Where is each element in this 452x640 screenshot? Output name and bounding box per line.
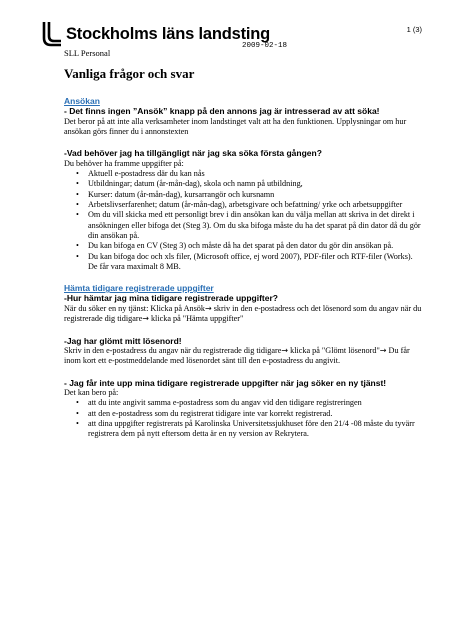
logo [40,20,270,48]
answer-text: Skriv in den e-postadress du angav när du registrerade dig tidigare [64,346,282,356]
question-what-needed: -Vad behöver jag ha tillgängligt när jag ska söka första gången? [64,148,322,159]
required-info-list [64,169,424,272]
page-title: Vanliga frågor och svar [64,66,195,81]
arrow-right-icon: → [142,314,149,324]
sll-logo-icon [40,21,62,47]
list-item: • att dina uppgifter registrerats på Karolinska Universitetssjukhuset före den 21/4 -08 måste du tyvärr registrera dem på nytt eftersom detta är en ny version av Rekrytera. [88,419,424,440]
list-item: • Utbildningar; datum (år-mån-dag), skola och namn på utbildning, [88,179,424,189]
list-item: • Du kan bifoga doc och xls filer, (Microsoft office, ej word 2007), PDF-filer och RTF-filer (Works). De får vara maximalt 8 MB. [88,252,424,273]
list-item: • Arbetslivserfarenhet; datum (år-mån-dag), arbetsgivare och befattning/ yrke och arbetsuppgifter [88,200,424,210]
list-item: • att du inte angivit samma e-postadress som du angav vid den tidigare registreringen [88,398,424,408]
answer-what-needed-intro: Du behöver ha framme uppgifter på: [64,158,184,168]
answer-text: När du söker en ny tjänst: Klicka på Ansök [64,303,205,313]
list-item: • att den e-postadress som du registrerat tidigare inte var korrekt registrerad. [88,409,424,419]
list-item: • Aktuell e-postadress där du kan nås [88,169,424,179]
document-date: 2009-02-18 [242,42,288,50]
arrow-right-icon: → [281,346,289,356]
answer-text: klicka på "Hämta uppgifter" [148,314,244,324]
question-data-missing: - Jag får inte upp mina tidigare registrerade uppgifter när jag söker en ny tjänst! [64,377,387,388]
arrow-right-icon: → [204,303,212,313]
question-retrieve-data: -Hur hämtar jag mina tidigare registrerade uppgifter? [64,293,278,304]
answer-forgot-password [64,346,424,367]
arrow-right-icon: → [379,346,387,356]
answer-text: Du får inom kort ett e-postmeddelande med lösenordet sänt till den e-postadress du angivit. [64,346,410,366]
question-forgot-password: -Jag har glömt mitt lösenord! [64,335,182,346]
section-heading-ansokan: Ansökan [64,96,100,106]
logo-text: Stockholms läns landsting [66,25,271,43]
answer-no-apply-button: Det beror på att inte alla verksamheter inom landstinget valt att ha den funktionen. Upplysningar om hur ansökan görs finner du i annonstexten [64,116,407,137]
reasons-list [64,398,424,439]
list-item: • Du kan bifoga en CV (Steg 3) och måste då ha det sparat på den dator du gör din ansökan på. [88,241,424,251]
question-no-apply-button: - Det finns ingen ”Ansök” knapp på den annons jag är intresserad av att söka! [64,106,380,117]
document-body [64,66,424,440]
section-heading-hamta: Hämta tidigare registrerade uppgifter [64,283,214,294]
answer-text: klicka på "Glömt lösenord" [288,346,380,356]
list-item: • Kurser: datum (år-mån-dag), kursarrangör och kursnamn [88,190,424,200]
department-label: SLL Personal [64,48,111,58]
answer-data-missing-intro: Det kan bero på: [64,388,119,398]
page-number: 1 (3) [406,25,422,34]
list-item: • Om du vill skicka med ett personligt brev i din ansökan kan du välja mellan att skriva in det direkt i ansökningen eller bifoga det (Steg 3). Om du ska bifoga måste du ha det sparat på din dator då du gör din ansökan på. [88,210,424,241]
answer-retrieve-data [64,304,424,325]
answer-text: skriv in den e-postadress och det lösenord som du angav när du registrerade dig tidigare [64,303,422,324]
